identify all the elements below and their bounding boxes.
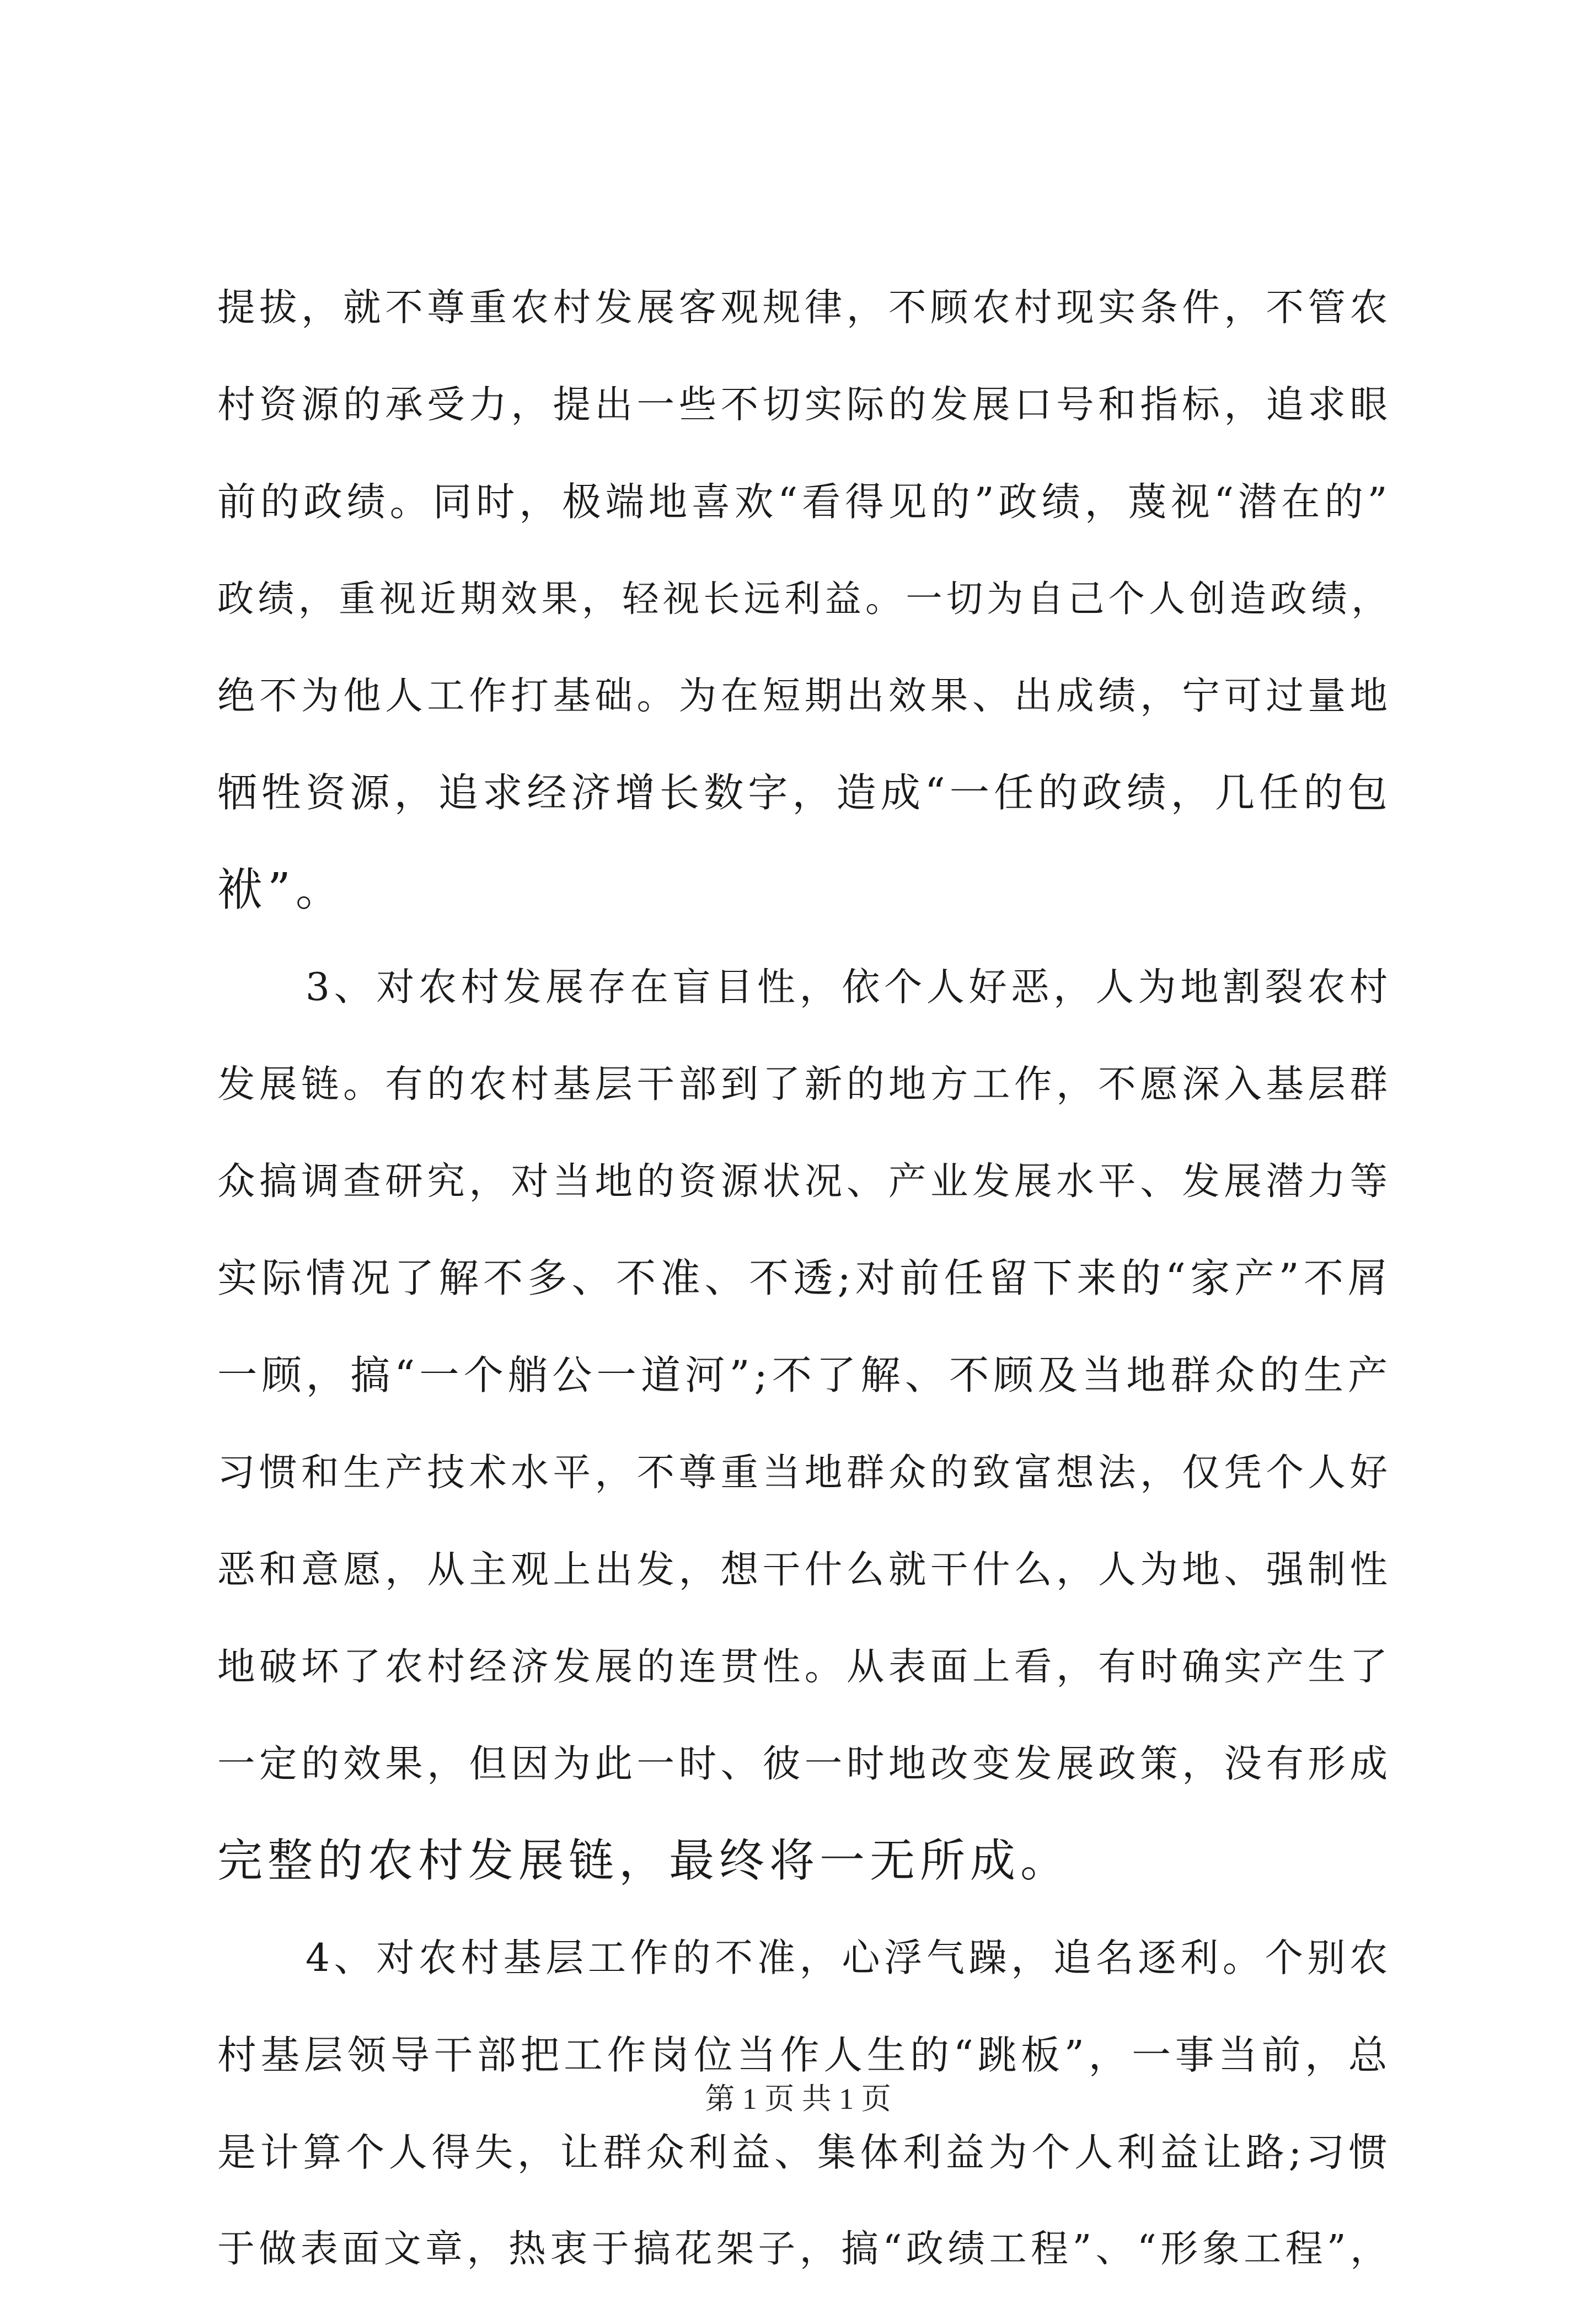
text-line: 村资源的承受力，提出一些不切实际的发展口号和指标，追求眼 xyxy=(217,383,1392,427)
text-line: 发展链。有的农村基层干部到了新的地方工作，不愿深入基层群 xyxy=(217,1062,1392,1107)
text-line: 恶和意愿，从主观上出发，想干什么就干什么，人为地、强制性 xyxy=(217,1548,1392,1592)
text-line: 绝不为他人工作打基础。为在短期出效果、出成绩，宁可过量地 xyxy=(217,674,1392,718)
text-line: 众搞调查研究，对当地的资源状况、产业发展水平、发展潜力等 xyxy=(217,1159,1392,1204)
text-line: 政绩，重视近期效果，轻视长远利益。一切为自己个人创造政绩， xyxy=(217,578,1392,620)
paragraph-start-line: 3、对农村发展存在盲目性，依个人好恶，人为地割裂农村 xyxy=(306,965,1392,1009)
text-line: 实际情况了解不多、不准、不透;对前任留下来的“家产”不屑 xyxy=(217,1255,1393,1302)
text-line: 习惯和生产技术水平，不尊重当地群众的致富想法，仅凭个人好 xyxy=(217,1451,1392,1495)
text-line: 是计算个人得失，让群众利益、集体利益为个人利益让路;习惯 xyxy=(217,2130,1392,2175)
text-line: 牺牲资源，追求经济增长数字，造成“一任的政绩，几任的包 xyxy=(217,770,1392,816)
text-line: 于做表面文章，热衷于搞花架子，搞“政绩工程”、“形象工程”， xyxy=(217,2227,1392,2271)
text-line: 地破坏了农村经济发展的连贯性。从表面上看，有时确实产生了 xyxy=(217,1645,1392,1689)
text-line: 完整的农村发展链，最终将一无所成。 xyxy=(217,1835,1071,1887)
text-line: 村基层领导干部把工作岗位当作人生的“跳板”，一事当前，总 xyxy=(217,2032,1392,2078)
text-line: 一定的效果，但因为此一时、彼一时地改变发展政策，没有形成 xyxy=(217,1742,1392,1786)
text-line: 前的政绩。同时，极端地喜欢“看得见的”政绩，蔑视“潜在的” xyxy=(217,479,1392,525)
text-line: 一顾，搞“一个艄公一道河”;不了解、不顾及当地群众的生产 xyxy=(217,1353,1393,1399)
paragraph-start-line: 4、对农村基层工作的不准，心浮气躁，追名逐利。个别农 xyxy=(306,1936,1392,1980)
text-line: 提拔，就不尊重农村发展客观规律，不顾农村现实条件，不管农 xyxy=(217,286,1392,330)
document-body xyxy=(217,259,1392,2298)
page-number-footer: 第 1 页 共 1 页 xyxy=(705,2082,891,2115)
text-line: 袱”。 xyxy=(217,864,346,916)
